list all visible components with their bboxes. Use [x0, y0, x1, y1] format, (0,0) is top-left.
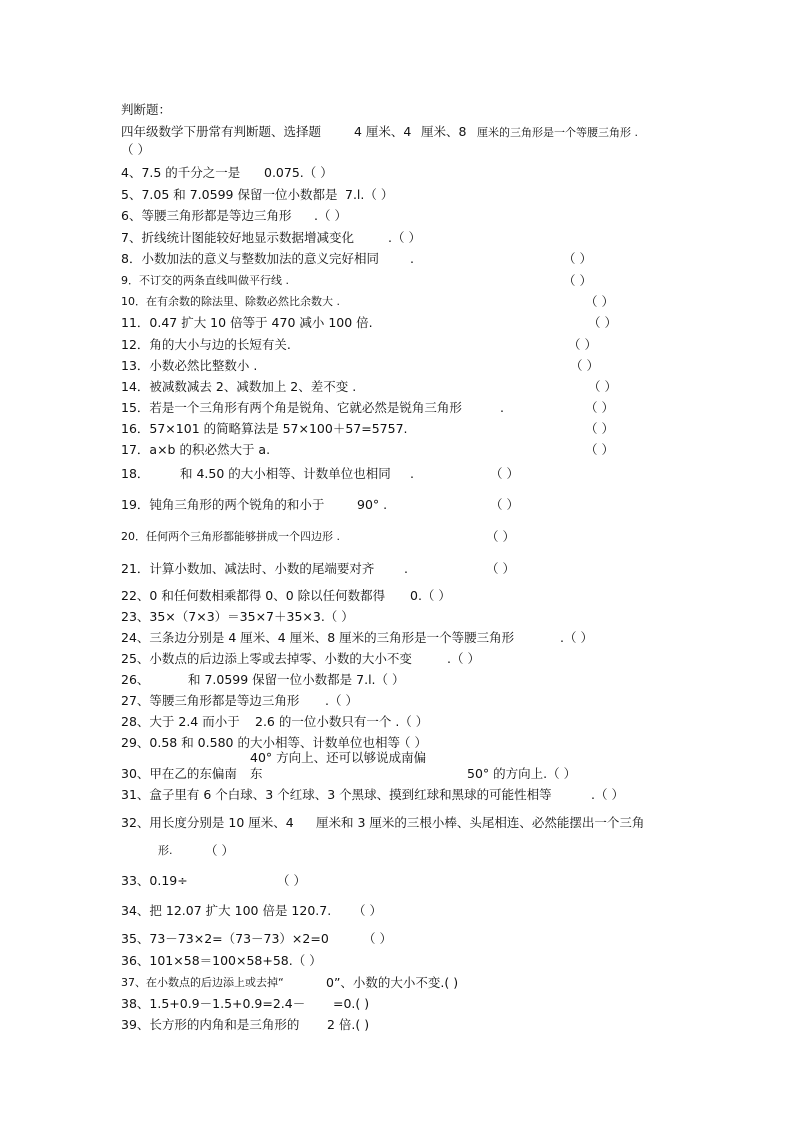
- answer-blank: （ ）: [563, 251, 592, 266]
- question-text: 形.: [158, 844, 173, 857]
- question-text: .: [404, 561, 408, 576]
- answer-blank: （ ）: [588, 315, 617, 330]
- answer-blank: （ ）: [363, 931, 392, 946]
- question-text: 6、等腰三角形都是等边三角形: [121, 208, 292, 223]
- question-text: 15．若是一个三角形有两个角是锐角、它就必然是锐角三角形: [121, 400, 462, 415]
- answer-blank: （ ）: [570, 358, 599, 373]
- question-text: 7、折线统计图能较好地显示数据增减变化: [121, 230, 354, 245]
- question-text: 12．角的大小与边的长短有关.: [121, 337, 291, 352]
- question-text: 29、0.58 和 0.580 的大小相等、计数单位也相等: [121, 735, 400, 750]
- answer-blank: （ ）: [486, 529, 515, 544]
- question-text: 5、7.05 和 7.0599 保留一位小数都是: [121, 187, 338, 202]
- question-text: 90° .: [357, 497, 388, 512]
- question-text: 东: [250, 766, 263, 781]
- question-text: 20．任何两个三角形都能够拼成一个四边形 .: [121, 530, 340, 543]
- intro-text: 4 厘米、4: [354, 124, 412, 139]
- question-text: 厘米和 3 厘米的三根小棒、头尾相连、必然能摆出一个三角: [316, 815, 645, 830]
- question-text: 17．a×b 的积必然大于 a.: [121, 442, 271, 457]
- question-text: 11．0.47 扩大 10 倍等于 470 减小 100 倍.: [121, 315, 373, 330]
- question-text: 21．计算小数加、减法时、小数的尾端要对齐: [121, 561, 375, 576]
- question-text: 2.6 的一位小数只有一个 .（ ）: [255, 714, 429, 729]
- question-text: 30、甲在乙的东偏南: [121, 766, 237, 781]
- question-text: 39、长方形的内角和是三角形的: [121, 1017, 300, 1032]
- question-text: .（ ）: [325, 693, 358, 708]
- question-text: 37、在小数点的后边添上或去掉“: [121, 976, 284, 989]
- question-text: 40° 方向上、还可以够说成南偏: [250, 750, 427, 765]
- question-text: 0.（ ）: [410, 588, 451, 603]
- question-text: 和 4.50 的大小相等、计数单位也相同: [180, 466, 391, 481]
- question-text: 0”、小数的大小不变.( ): [326, 975, 459, 990]
- question-text: =0.( ): [333, 996, 370, 1011]
- question-text: .（ ）: [560, 630, 593, 645]
- intro-text: 四年级数学下册常有判断题、选择题: [121, 124, 322, 139]
- question-text: 38、1.5+0.9－1.5+0.9=2.4－: [121, 996, 306, 1011]
- question-text: 8．小数加法的意义与整数加法的意义完好相同: [121, 251, 379, 266]
- question-text: .: [500, 400, 504, 415]
- question-text: 14．被减数减去 2、减数加上 2、差不变 .: [121, 379, 357, 394]
- question-text: 19．钝角三角形的两个锐角的和小于: [121, 497, 325, 512]
- question-text: 7.l.（ ）: [345, 187, 394, 202]
- answer-blank: （ ）: [563, 273, 592, 288]
- intro-text: 厘米的三角形是一个等腰三角形 .: [477, 126, 638, 139]
- question-text: 0.075.（ ）: [264, 165, 333, 180]
- question-text: 36、101×58＝100×58+58.（ ）: [121, 953, 322, 968]
- question-text: 和 7.0599 保留一位小数都是 7.l.（ ）: [188, 672, 405, 687]
- question-text: .（ ）: [314, 208, 347, 223]
- answer-blank: （ ）: [585, 442, 614, 457]
- answer-blank: （ ）: [585, 294, 614, 309]
- question-text: .（ ）: [388, 230, 421, 245]
- answer-blank: （ ）: [490, 497, 519, 512]
- question-text: 26、: [121, 672, 150, 687]
- question-text: .（ ）: [591, 787, 624, 802]
- question-text: .: [410, 251, 414, 266]
- answer-blank: （ ）: [568, 337, 597, 352]
- answer-blank: （ ）: [353, 903, 382, 918]
- question-text: .（ ）: [394, 735, 427, 750]
- question-text: 2 倍.( ): [327, 1017, 370, 1032]
- question-text: 22、0 和任何数相乘都得 0、0 除以任何数都得: [121, 588, 386, 603]
- question-text: 10．在有余数的除法里、除数必然比余数大 .: [121, 295, 340, 308]
- question-text: 50° 的方向上.（ ）: [467, 766, 577, 781]
- question-text: 9．不订交的两条直线叫做平行线 .: [121, 274, 289, 287]
- answer-blank: （ ）: [277, 873, 306, 888]
- question-text: 4、7.5 的千分之一是: [121, 165, 241, 180]
- question-text: 32、用长度分别是 10 厘米、4: [121, 815, 294, 830]
- answer-blank: （ ）: [585, 421, 614, 436]
- answer-blank: （ ）: [486, 561, 515, 576]
- question-text: 13．小数必然比整数小 .: [121, 358, 258, 373]
- question-text: 24、三条边分别是 4 厘米、4 厘米、8 厘米的三角形是一个等腰三角形: [121, 630, 515, 645]
- question-text: .（ ）: [447, 651, 480, 666]
- question-text: .: [410, 466, 414, 481]
- question-text: 27、等腰三角形都是等边三角形: [121, 693, 300, 708]
- question-text: 34、把 12.07 扩大 100 倍是 120.7.: [121, 903, 332, 918]
- question-text: 25、小数点的后边添上零或去掉零、小数的大小不变: [121, 651, 412, 666]
- question-text: 23、35×（7×3）＝35×7＋35×3.（ ）: [121, 609, 354, 624]
- question-text: 35、73－73×2=（73－73）×2=0: [121, 931, 329, 946]
- intro-text: 厘米、8: [421, 124, 467, 139]
- question-text: 28、大于 2.4 而小于: [121, 714, 240, 729]
- question-text: 33、0.19÷: [121, 873, 188, 888]
- answer-blank: （ ）: [490, 466, 519, 481]
- answer-blank: （ ）: [121, 142, 150, 157]
- question-text: 18．: [121, 466, 150, 481]
- answer-blank: （ ）: [588, 379, 617, 394]
- section-title: 判断题：: [121, 102, 172, 117]
- answer-blank: （ ）: [585, 400, 614, 415]
- question-text: 16．57×101 的简略算法是 57×100＋57=5757.: [121, 421, 408, 436]
- question-text: 31、盒子里有 6 个白球、3 个红球、3 个黑球、摸到红球和黑球的可能性相等: [121, 787, 552, 802]
- answer-blank: （ ）: [205, 843, 234, 858]
